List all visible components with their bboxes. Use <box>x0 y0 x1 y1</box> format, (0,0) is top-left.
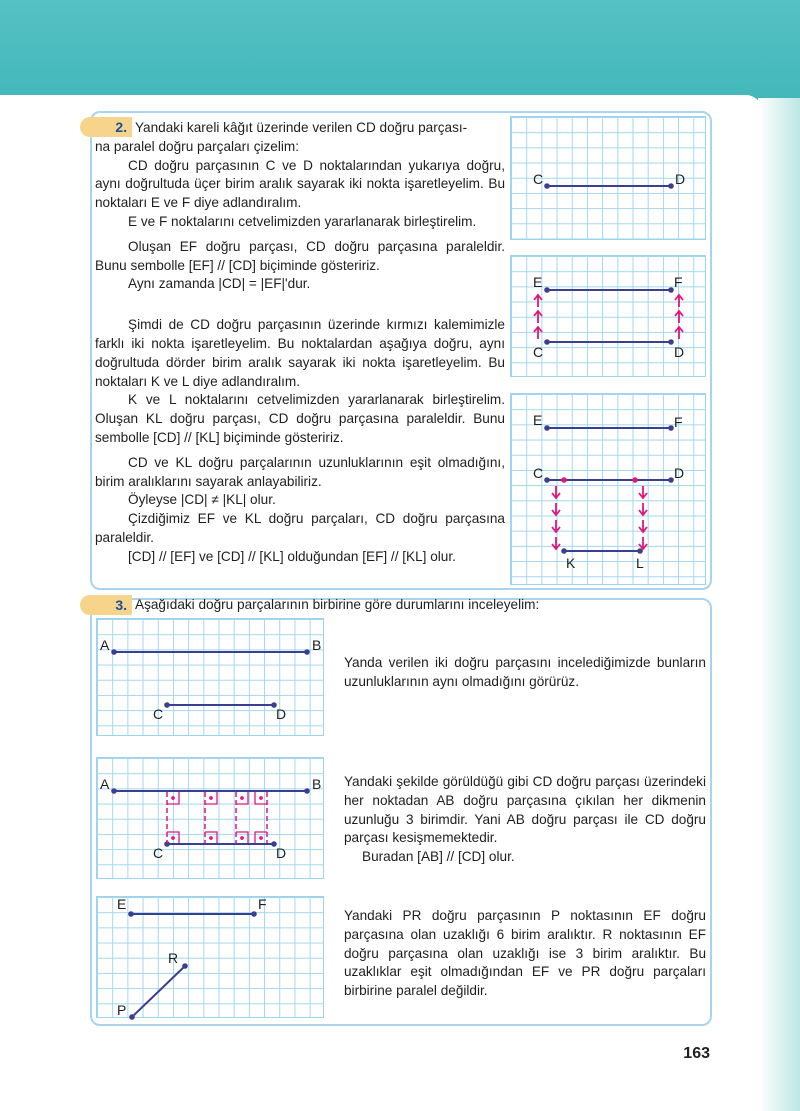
right-angle-icons <box>167 792 267 843</box>
point-f <box>251 911 257 917</box>
point-a <box>111 649 117 655</box>
point-d <box>668 477 674 483</box>
section-2-para-4: Oluşan EF doğru parçası, CD doğru parçasına paraleldir. Bunu sembolle [EF] // [CD] biçiminde gösteririz. <box>95 238 505 273</box>
section-3-text-1: Yanda verilen iki doğru parçasını incelediğimizde bunların uzunluklarının aynı olmadığını görürüz. <box>344 655 706 689</box>
section-2-para-2: CD doğru parçasının C ve D noktalarından yukarıya doğru, aynı doğrultuda üçer birim aralık sayarak iki nokta işaretleyelim. Bu noktaları E ve F diye adlandıralım. <box>95 157 505 211</box>
point-d <box>668 339 674 345</box>
point-p <box>129 1014 135 1020</box>
point-e <box>128 911 134 917</box>
section-2-number-badge: 2. <box>80 117 132 137</box>
section-2-para-7: K ve L noktalarını cetvelimizden yararlanarak birleştirelim. Oluşan KL doğru parçası, CD doğru parçasına paraleldir. Bunu sembolle [CD] // [KL] biçiminde gösteririz. <box>95 392 505 445</box>
label-c: C <box>533 171 544 187</box>
point-c <box>164 702 170 708</box>
section-2-para-6: Şimdi de CD doğru parçasının üzerinde kırmızı kalemimizle farklı iki nokta işaretleyelim. Bu noktalardan aşağıya doğru, aynı doğrultuda dörder birim aralık sayarak iki nokta işaretleyelim. Bu noktaları K ve L diye adlandıralım. <box>95 317 505 389</box>
label-e: E <box>533 412 543 428</box>
point-k <box>561 548 567 554</box>
page-number: 163 <box>683 1045 710 1062</box>
section-3-text-2-conclusion: Buradan [AB] // [CD] olur. <box>362 849 515 865</box>
label-d: D <box>675 171 686 187</box>
label-a: A <box>100 637 110 653</box>
grid-figure-1 <box>510 116 706 240</box>
section-3-text-2-body: Yandaki şekilde görüldüğü gibi CD doğru parçası üzerindeki her noktadan AB doğru parçasına çıkılan her dikmenin uzunluğu 3 birimdir. Yani AB doğru parçası ile CD doğru parçası kesişmemektedir. <box>344 774 706 846</box>
down-arrow-icons-right <box>639 486 647 549</box>
label-c: C <box>153 706 164 722</box>
down-arrow-icons-left <box>552 486 560 549</box>
label-a: A <box>100 776 110 792</box>
label-d: D <box>276 706 287 722</box>
label-p: P <box>117 1002 127 1018</box>
section-2-para-10: Çizdiğimiz EF ve KL doğru parçaları, CD doğru parçasına paraleldir. <box>95 511 505 545</box>
label-c: C <box>153 845 164 861</box>
grid-figure-2 <box>510 255 706 377</box>
section-2-para-11: [CD] // [EF] ve [CD] // [KL] olduğundan [EF] // [KL] olur. <box>128 548 456 564</box>
grid-figure-6 <box>96 896 324 1018</box>
point-r <box>182 963 188 969</box>
point-c <box>544 477 550 483</box>
up-arrow-icons-left <box>534 295 542 339</box>
point-e <box>544 287 550 293</box>
section-2-text <box>95 119 505 567</box>
point-c <box>544 339 550 345</box>
label-f: F <box>258 896 267 912</box>
label-b: B <box>312 776 322 792</box>
figure-4-drawing <box>97 619 325 737</box>
point-b <box>304 788 310 794</box>
point-b <box>304 649 310 655</box>
grid-figure-3 <box>510 393 706 585</box>
label-e: E <box>117 896 127 912</box>
section-3-text-3: Yandaki PR doğru parçasının P noktasının EF doğru parçasına olan uzaklığı 6 birim aralıktır. R noktasının EF doğru parçasına olan uzaklığı ise 3 birim aralıktır. Bu uzaklıklar eşit olmadığından EF ve PR doğru parçaları birbirine paralel değildir. <box>344 908 706 999</box>
point-e <box>544 425 550 431</box>
label-f: F <box>674 274 683 290</box>
marked-point-2 <box>632 477 638 483</box>
point-f <box>668 425 674 431</box>
grid-figure-4 <box>96 618 324 736</box>
point-d <box>668 183 674 189</box>
label-l: L <box>636 555 644 571</box>
section-3-text-2 <box>344 773 706 867</box>
section-3-title: Aşağıdaki doğru parçalarının birbirine göre durumlarını inceleyelim: <box>135 597 540 612</box>
section-2-para-1-rest: na paralel doğru parçaları çizelim: <box>95 138 300 154</box>
right-edge-strip <box>758 98 800 1111</box>
section-2-para-3: E ve F noktalarını cetvelimizden yararlanarak birleştirelim. <box>128 213 477 229</box>
label-f: F <box>674 414 683 430</box>
section-2-para-5: Aynı zamanda |CD| = |EF|'dur. <box>128 276 311 292</box>
figure-5-drawing <box>97 758 325 880</box>
marked-point-1 <box>561 477 567 483</box>
section-3-number-badge: 3. <box>80 595 132 615</box>
segment-pr <box>132 966 185 1017</box>
label-e: E <box>533 274 543 290</box>
section-2-para-9: Öyleyse |CD| ≠ |KL| olur. <box>128 492 276 508</box>
label-c: C <box>533 344 544 360</box>
grid-figure-5 <box>96 757 324 879</box>
label-d: D <box>276 845 287 861</box>
point-c <box>544 183 550 189</box>
label-d: D <box>674 344 685 360</box>
up-arrow-icons-right <box>675 295 683 339</box>
label-d: D <box>674 465 685 481</box>
figure-6-drawing <box>97 897 325 1019</box>
point-a <box>111 788 117 794</box>
label-k: K <box>566 555 576 571</box>
section-2-para-1-first: Yandaki kareli kâğıt üzerinde verilen CD doğru parçası- <box>135 120 468 135</box>
label-r: R <box>168 950 179 966</box>
section-2-para-1 <box>95 119 505 138</box>
label-c: C <box>533 465 544 481</box>
section-2-para-8: CD ve KL doğru parçalarının uzunluklarının eşit olmadığını, birim aralıklarını sayarak anlayabiliriz. <box>95 454 505 489</box>
point-f <box>668 287 674 293</box>
label-b: B <box>312 637 322 653</box>
